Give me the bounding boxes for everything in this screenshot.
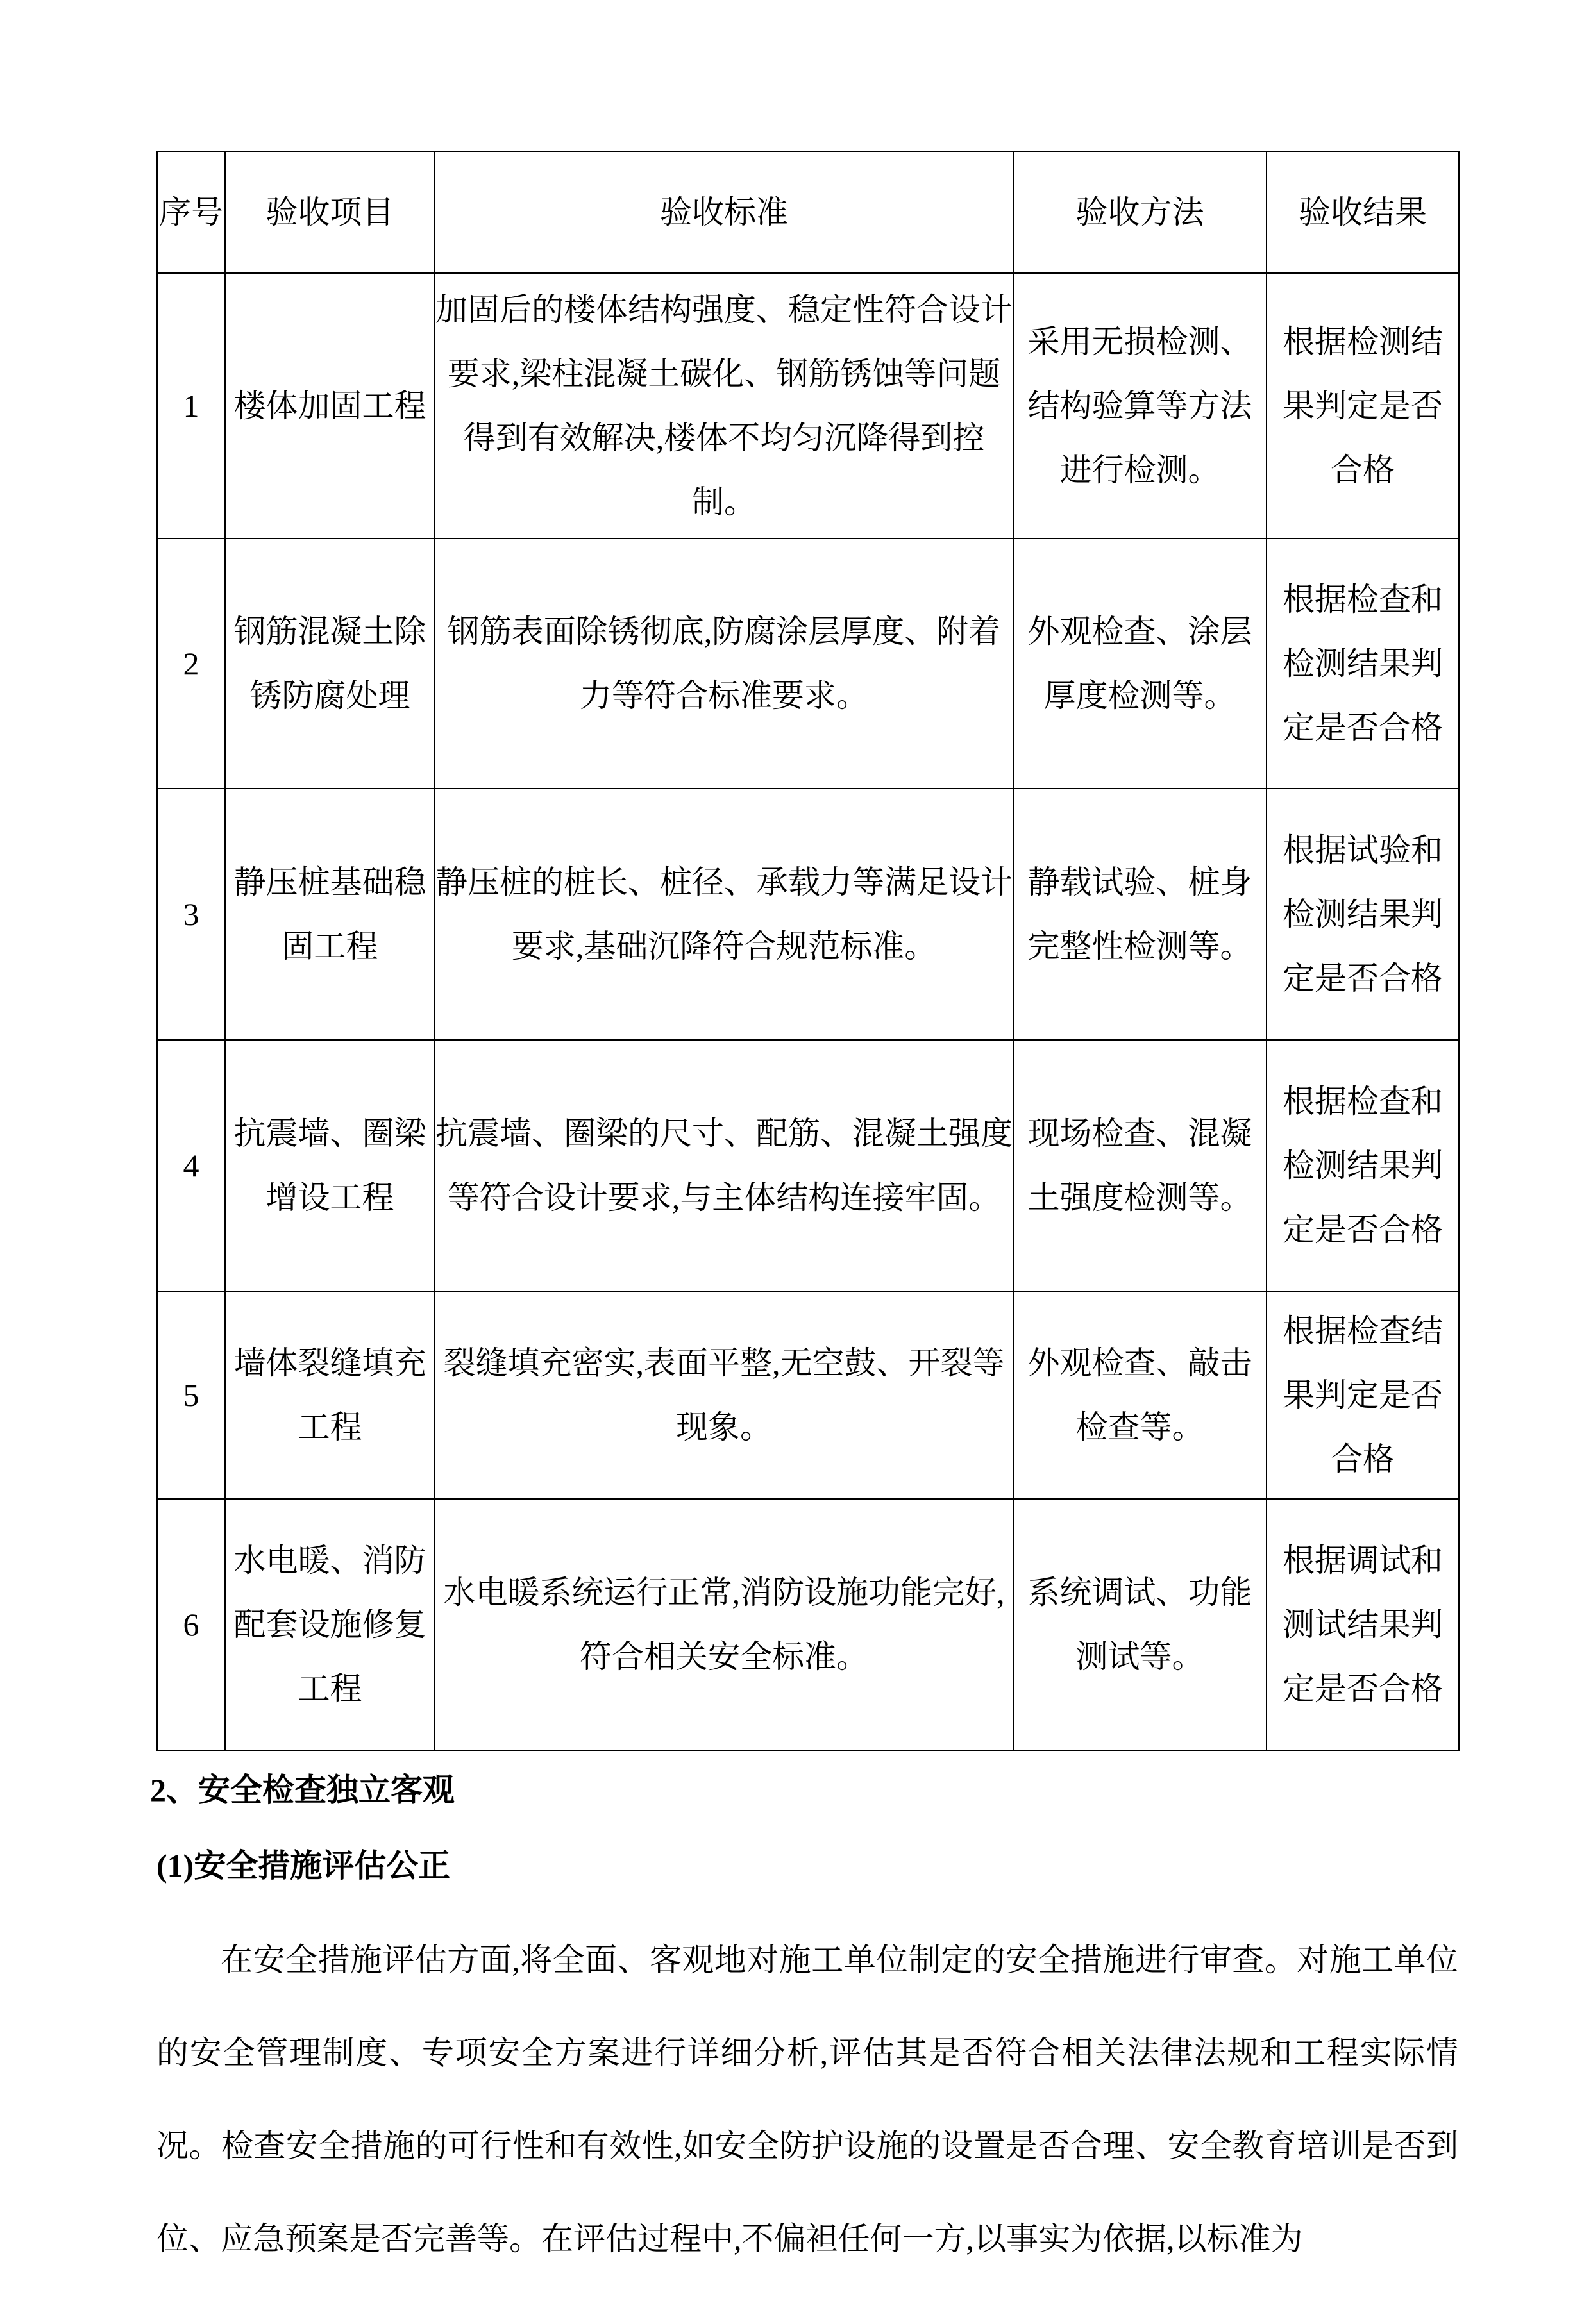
cell-method: 外观检查、涂层厚度检测等。 [1013, 539, 1267, 789]
cell-result: 根据检查结果判定是否合格 [1267, 1291, 1459, 1499]
cell-result: 根据检查和检测结果判定是否合格 [1267, 1040, 1459, 1291]
table-row [157, 273, 1459, 539]
cell-item: 墙体裂缝填充工程 [225, 1291, 435, 1499]
cell-method: 现场检查、混凝土强度检测等。 [1013, 1040, 1267, 1291]
table-row [157, 1040, 1459, 1291]
cell-no: 4 [157, 1040, 225, 1291]
cell-standard: 抗震墙、圈梁的尺寸、配筋、混凝土强度等符合设计要求,与主体结构连接牢固。 [435, 1040, 1013, 1291]
cell-standard: 静压桩的桩长、桩径、承载力等满足设计要求,基础沉降符合规范标准。 [435, 789, 1013, 1040]
cell-standard: 水电暖系统运行正常,消防设施功能完好,符合相关安全标准。 [435, 1499, 1013, 1750]
cell-no: 3 [157, 789, 225, 1040]
cell-result: 根据试验和检测结果判定是否合格 [1267, 789, 1459, 1040]
table-row [157, 539, 1459, 789]
cell-method: 系统调试、功能测试等。 [1013, 1499, 1267, 1750]
cell-no: 1 [157, 273, 225, 539]
table-row [157, 789, 1459, 1040]
cell-item: 水电暖、消防配套设施修复工程 [225, 1499, 435, 1750]
section-heading-2-1: (1)安全措施评估公正 [156, 1848, 451, 1884]
cell-result: 根据检查和检测结果判定是否合格 [1267, 539, 1459, 789]
cell-item: 楼体加固工程 [225, 273, 435, 539]
acceptance-table [156, 151, 1460, 1751]
body-paragraph: 在安全措施评估方面,将全面、客观地对施工单位制定的安全措施进行审查。对施工单位的安全管理制度、专项安全方案进行详细分析,评估其是否符合相关法律法规和工程实际情况。检查安全措施的可行性和有效性,如安全防护设施的设置是否合理、安全教育培训是否到位、应急预案是否完善等。在评估过程中,不偏袒任何一方,以事实为依据,以标准为 [156, 1942, 1458, 2257]
header-method: 验收方法 [1013, 151, 1267, 273]
cell-result: 根据调试和测试结果判定是否合格 [1267, 1499, 1459, 1750]
cell-result: 根据检测结果判定是否合格 [1267, 273, 1459, 539]
table-row [157, 1291, 1459, 1499]
header-item: 验收项目 [225, 151, 435, 273]
section-heading-2: 2、安全检查独立客观 [150, 1772, 455, 1808]
cell-no: 5 [157, 1291, 225, 1499]
cell-method: 采用无损检测、结构验算等方法进行检测。 [1013, 273, 1267, 539]
cell-standard: 裂缝填充密实,表面平整,无空鼓、开裂等现象。 [435, 1291, 1013, 1499]
cell-item: 抗震墙、圈梁增设工程 [225, 1040, 435, 1291]
cell-item: 钢筋混凝土除锈防腐处理 [225, 539, 435, 789]
header-standard: 验收标准 [435, 151, 1013, 273]
cell-no: 2 [157, 539, 225, 789]
header-no: 序号 [157, 151, 225, 273]
table-header-row [157, 151, 1459, 273]
table-row [157, 1499, 1459, 1750]
cell-item: 静压桩基础稳固工程 [225, 789, 435, 1040]
header-result: 验收结果 [1267, 151, 1459, 273]
cell-standard: 加固后的楼体结构强度、稳定性符合设计要求,梁柱混凝土碳化、钢筋锈蚀等问题得到有效解决,楼体不均匀沉降得到控制。 [435, 273, 1013, 539]
cell-standard: 钢筋表面除锈彻底,防腐涂层厚度、附着力等符合标准要求。 [435, 539, 1013, 789]
cell-method: 静载试验、桩身完整性检测等。 [1013, 789, 1267, 1040]
cell-no: 6 [157, 1499, 225, 1750]
cell-method: 外观检查、敲击检查等。 [1013, 1291, 1267, 1499]
